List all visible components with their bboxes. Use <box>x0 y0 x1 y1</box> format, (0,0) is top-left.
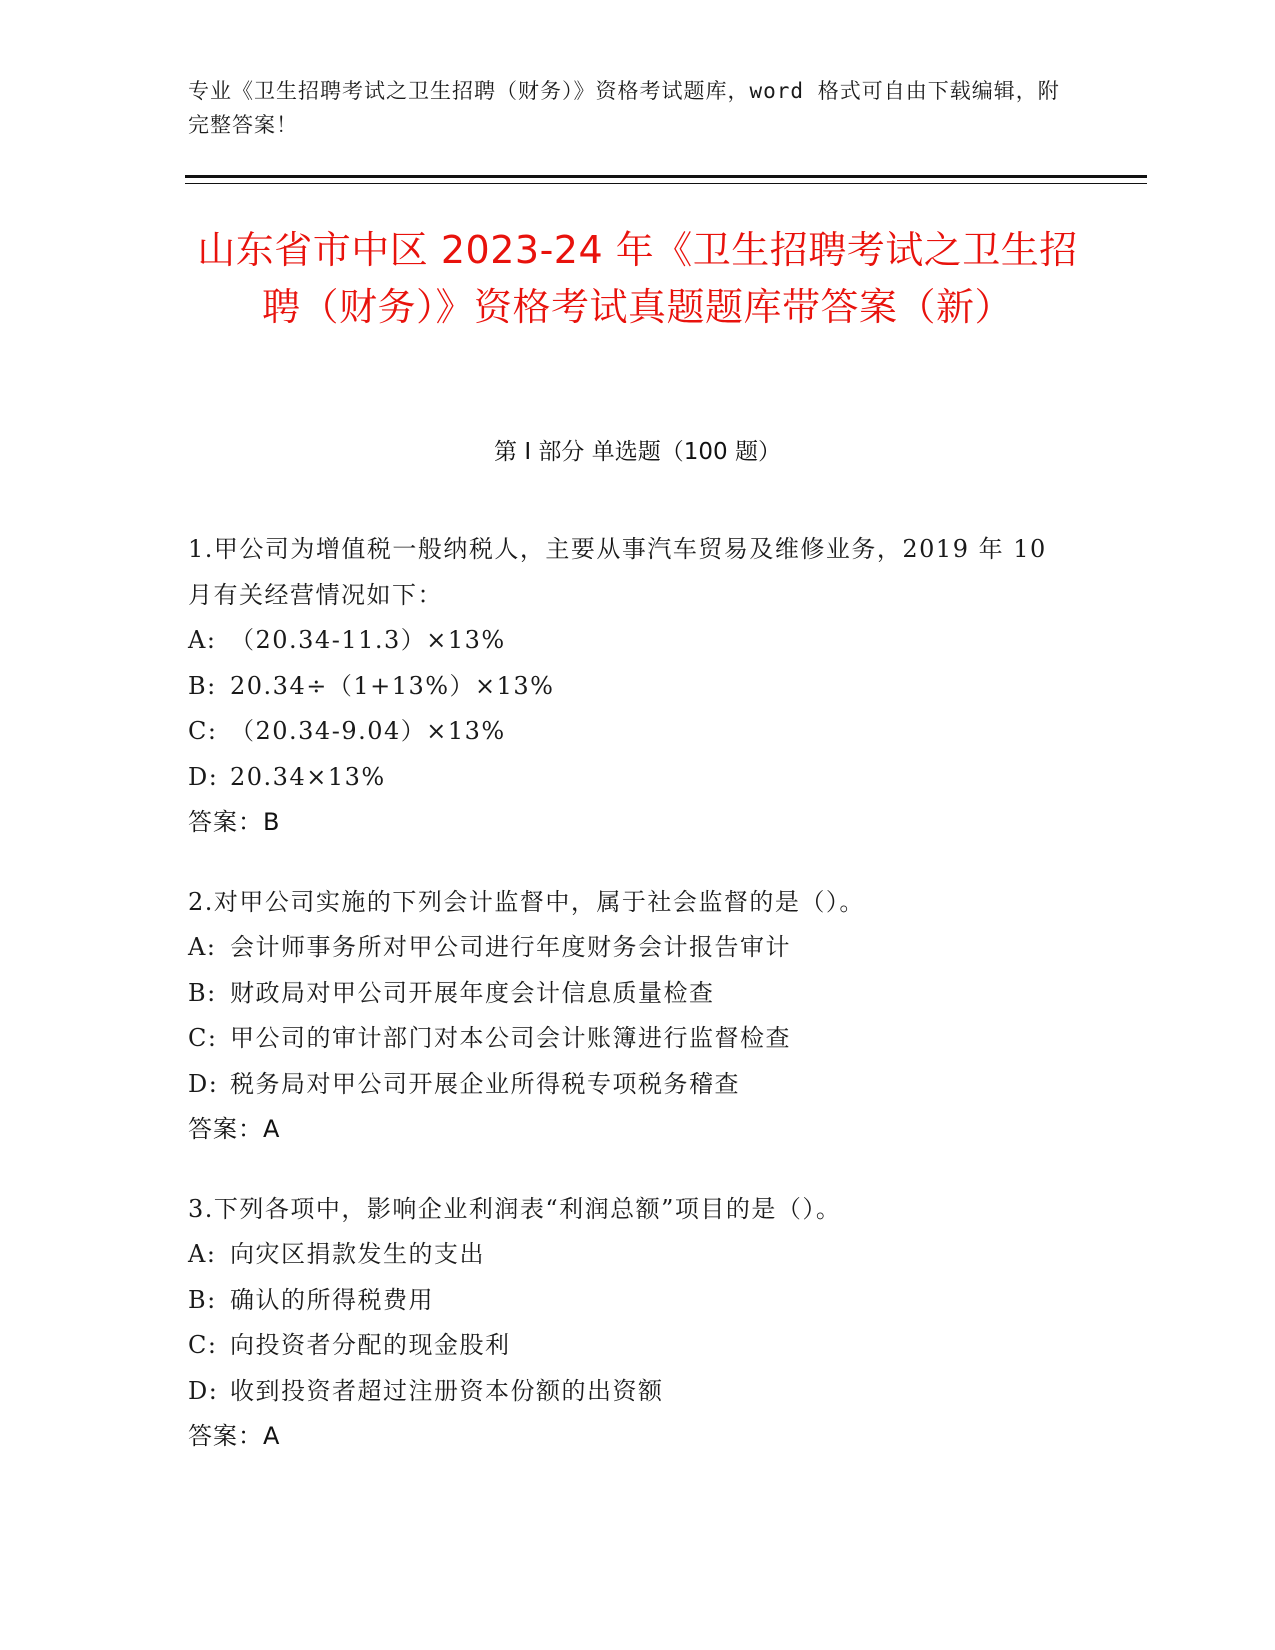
option-text: （20.34-11.3）×13% <box>230 626 506 654</box>
answer-line <box>188 1107 1068 1153</box>
option-text: 税务局对甲公司开展企业所得税专项税务稽查 <box>230 1069 740 1098</box>
option-key: C: <box>188 717 218 745</box>
answer-value: A <box>263 1422 281 1450</box>
option-text: 甲公司的审计部门对本公司会计账簿进行监督检查 <box>230 1024 791 1052</box>
option-c <box>188 1016 1068 1062</box>
option-key: D: <box>188 1376 219 1405</box>
answer-line <box>188 800 1068 846</box>
answer-value: A <box>263 1115 281 1143</box>
question-2 <box>188 880 1068 1153</box>
question-list <box>188 527 1068 1494</box>
option-key: C: <box>188 1024 218 1052</box>
header-rule-thick <box>185 175 1147 178</box>
option-a <box>188 925 1068 971</box>
answer-line <box>188 1414 1068 1460</box>
option-b <box>188 664 1068 710</box>
option-a <box>188 1232 1068 1278</box>
answer-value: B <box>263 808 281 836</box>
option-text: 20.34×13% <box>230 762 386 791</box>
option-b <box>188 971 1068 1017</box>
option-text: 确认的所得税费用 <box>230 1285 434 1314</box>
option-key: A: <box>188 933 217 961</box>
question-stem: 3.下列各项中，影响企业利润表“利润总额”项目的是（）。 <box>188 1194 842 1223</box>
option-b <box>188 1278 1068 1324</box>
option-d <box>188 755 1068 801</box>
option-key: C: <box>188 1331 218 1359</box>
option-d <box>188 1369 1068 1415</box>
option-text: 向投资者分配的现金股利 <box>230 1331 511 1359</box>
option-text: 向灾区捐款发生的支出 <box>230 1240 485 1268</box>
option-c <box>188 1323 1068 1369</box>
question-stem: 2.对甲公司实施的下列会计监督中，属于社会监督的是（）。 <box>188 887 865 916</box>
question-stem: 1.甲公司为增值税一般纳税人，主要从事汽车贸易及维修业务，2019 年 10 月有关经营情况如下： <box>188 535 1047 609</box>
section-title: 第 I 部分 单选题（100 题） <box>494 439 781 465</box>
document-title: 山东省市中区 2023-24 年《卫生招聘考试之卫生招聘（财务）》资格考试真题题库带答案（新） <box>197 228 1078 329</box>
option-text: （20.34-9.04）×13% <box>230 717 506 745</box>
option-key: A: <box>188 1240 217 1268</box>
option-key: B: <box>188 978 217 1007</box>
option-text: 会计师事务所对甲公司进行年度财务会计报告审计 <box>230 933 791 961</box>
option-key: A: <box>188 626 217 654</box>
option-d <box>188 1062 1068 1108</box>
option-c <box>188 709 1068 755</box>
option-key: B: <box>188 671 217 700</box>
header-rule-thin <box>185 183 1147 184</box>
question-1 <box>188 527 1068 846</box>
option-text: 财政局对甲公司开展年度会计信息质量检查 <box>230 978 715 1007</box>
option-key: D: <box>188 1069 219 1098</box>
option-a <box>188 618 1068 664</box>
header-note: 专业《卫生招聘考试之卫生招聘（财务）》资格考试题库，word 格式可自由下载编辑，附完整答案！ <box>188 79 1060 137</box>
option-text: 收到投资者超过注册资本份额的出资额 <box>230 1376 664 1405</box>
option-text: 20.34÷（1+13%）×13% <box>230 671 555 700</box>
answer-label: 答案： <box>188 1115 263 1143</box>
option-key: B: <box>188 1285 217 1314</box>
answer-label: 答案： <box>188 1422 263 1450</box>
option-key: D: <box>188 762 219 791</box>
question-3 <box>188 1187 1068 1460</box>
answer-label: 答案： <box>188 808 263 836</box>
